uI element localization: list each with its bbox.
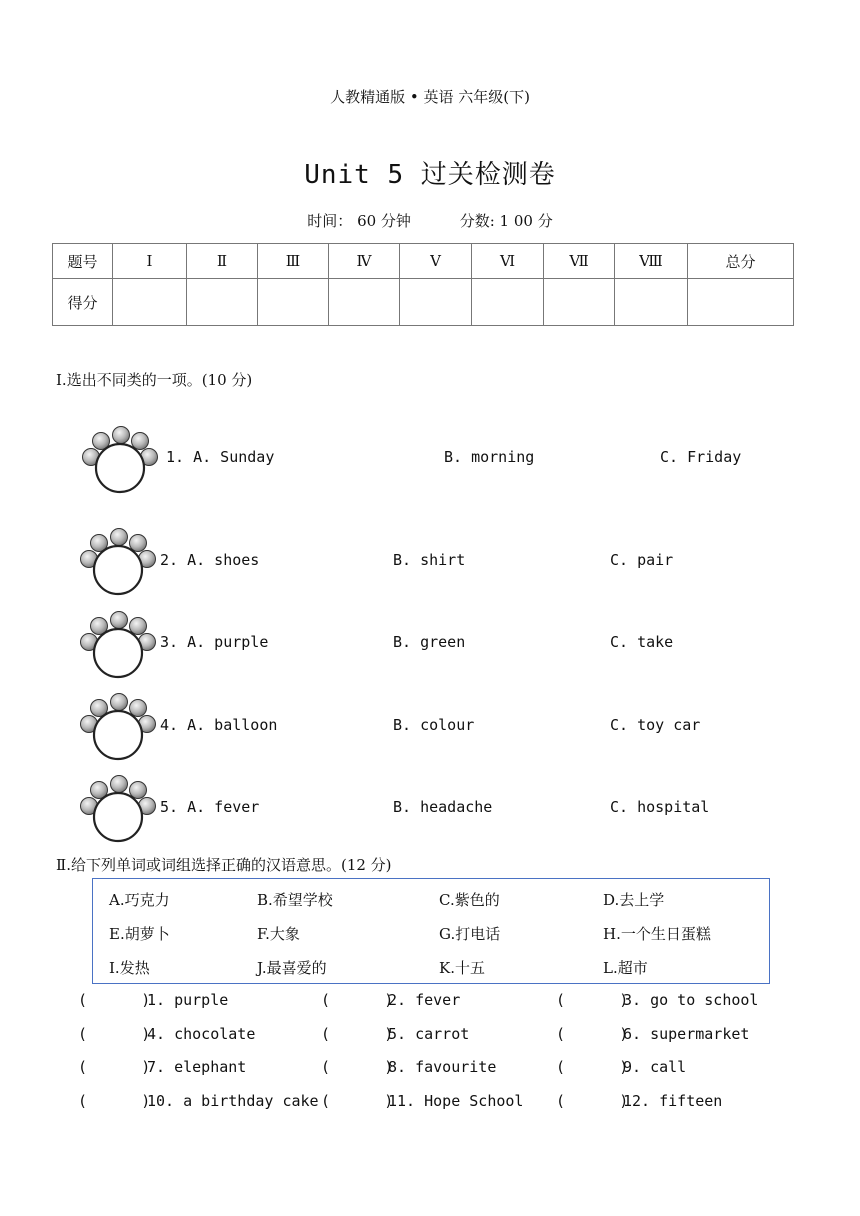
item-9: 9. call — [623, 1058, 687, 1076]
option-f: F.大象 — [257, 925, 300, 943]
table-cell: 题号 — [53, 244, 113, 279]
item-5: 5. carrot — [388, 1025, 470, 1043]
answer-blank[interactable]: ( ) — [78, 1092, 151, 1110]
item-3: 3. go to school — [623, 991, 759, 1009]
options-box — [92, 878, 770, 984]
title-cn: 过关检测卷 — [420, 160, 556, 190]
flower-score-icon — [79, 691, 159, 761]
question-5-option-a: 5. A. fever — [160, 798, 260, 816]
score-input-cell[interactable] — [113, 279, 187, 326]
question-2-option-b: B. shirt — [393, 551, 466, 569]
question-5-option-c: C. hospital — [610, 798, 710, 816]
question-3-option-c: C. take — [610, 633, 674, 651]
answer-blank[interactable]: ( ) — [321, 991, 394, 1009]
answer-blank[interactable]: ( ) — [556, 1092, 629, 1110]
title-unit: Unit 5 — [304, 160, 421, 190]
table-cell: Ⅱ — [187, 244, 258, 279]
table-cell: 总分 — [688, 244, 794, 279]
question-1-option-a: 1. A. Sunday — [166, 448, 275, 466]
option-d: D.去上学 — [603, 891, 665, 909]
score-input-cell[interactable] — [329, 279, 400, 326]
score-label: 分数: 1 00 分 — [459, 212, 553, 230]
question-2-option-a: 2. A. shoes — [160, 551, 260, 569]
flower-score-icon — [79, 526, 159, 596]
option-h: H.一个生日蛋糕 — [603, 925, 711, 943]
table-cell: Ⅶ — [544, 244, 615, 279]
score-table-score-row — [53, 279, 794, 326]
option-e: E.胡萝卜 — [109, 925, 170, 943]
table-cell: Ⅴ — [400, 244, 472, 279]
answer-blank[interactable]: ( ) — [556, 1025, 629, 1043]
question-4-option-b: B. colour — [393, 716, 475, 734]
flower-score-icon — [79, 609, 159, 679]
question-1-option-b: B. morning — [444, 448, 535, 466]
option-c: C.紫色的 — [439, 891, 500, 909]
option-i: I.发热 — [109, 959, 150, 977]
score-input-cell[interactable] — [688, 279, 794, 326]
table-cell: Ⅵ — [472, 244, 544, 279]
option-a: A.巧克力 — [109, 891, 170, 909]
exam-meta — [0, 210, 860, 231]
table-cell: Ⅲ — [258, 244, 329, 279]
question-1-option-c: C. Friday — [660, 448, 742, 466]
score-input-cell[interactable] — [400, 279, 472, 326]
option-g: G.打电话 — [439, 925, 501, 943]
table-cell: Ⅷ — [615, 244, 688, 279]
flower-score-icon — [79, 773, 159, 843]
section-2-heading: Ⅱ.给下列单词或词组选择正确的汉语意思。(12 分) — [56, 856, 392, 874]
section-1-heading: Ⅰ.选出不同类的一项。(10 分) — [56, 371, 253, 389]
question-3-option-b: B. green — [393, 633, 466, 651]
question-2-option-c: C. pair — [610, 551, 674, 569]
option-b: B.希望学校 — [257, 891, 333, 909]
question-4-option-c: C. toy car — [610, 716, 701, 734]
answer-blank[interactable]: ( ) — [556, 991, 629, 1009]
score-input-cell[interactable] — [187, 279, 258, 326]
answer-blank[interactable]: ( ) — [321, 1058, 394, 1076]
item-4: 4. chocolate — [147, 1025, 256, 1043]
table-cell: Ⅳ — [329, 244, 400, 279]
item-7: 7. elephant — [147, 1058, 247, 1076]
item-6: 6. supermarket — [623, 1025, 750, 1043]
score-table — [52, 243, 794, 326]
item-2: 2. fever — [388, 991, 461, 1009]
item-11: 11. Hope School — [388, 1092, 524, 1110]
answer-blank[interactable]: ( ) — [78, 1025, 151, 1043]
page-subtitle: 人教精通版 • 英语 六年级(下) — [330, 88, 530, 106]
item-8: 8. favourite — [388, 1058, 497, 1076]
answer-blank[interactable]: ( ) — [78, 1058, 151, 1076]
item-12: 12. fifteen — [623, 1092, 723, 1110]
question-3-option-a: 3. A. purple — [160, 633, 269, 651]
item-10: 10. a birthday cake — [147, 1092, 319, 1110]
answer-blank[interactable]: ( ) — [321, 1092, 394, 1110]
table-cell: 得分 — [53, 279, 113, 326]
score-input-cell[interactable] — [472, 279, 544, 326]
answer-blank[interactable]: ( ) — [321, 1025, 394, 1043]
answer-blank[interactable]: ( ) — [78, 991, 151, 1009]
score-input-cell[interactable] — [615, 279, 688, 326]
option-j: J.最喜爱的 — [257, 959, 327, 977]
answer-blank[interactable]: ( ) — [556, 1058, 629, 1076]
page-title — [0, 154, 860, 191]
question-4-option-a: 4. A. balloon — [160, 716, 278, 734]
question-5-option-b: B. headache — [393, 798, 493, 816]
table-cell: Ⅰ — [113, 244, 187, 279]
option-k: K.十五 — [439, 959, 485, 977]
time-label: 时间： 60 分钟 — [307, 212, 411, 230]
score-input-cell[interactable] — [544, 279, 615, 326]
item-1: 1. purple — [147, 991, 229, 1009]
option-l: L.超市 — [603, 959, 648, 977]
flower-score-icon — [81, 424, 161, 494]
score-input-cell[interactable] — [258, 279, 329, 326]
score-table-header-row — [53, 244, 794, 279]
